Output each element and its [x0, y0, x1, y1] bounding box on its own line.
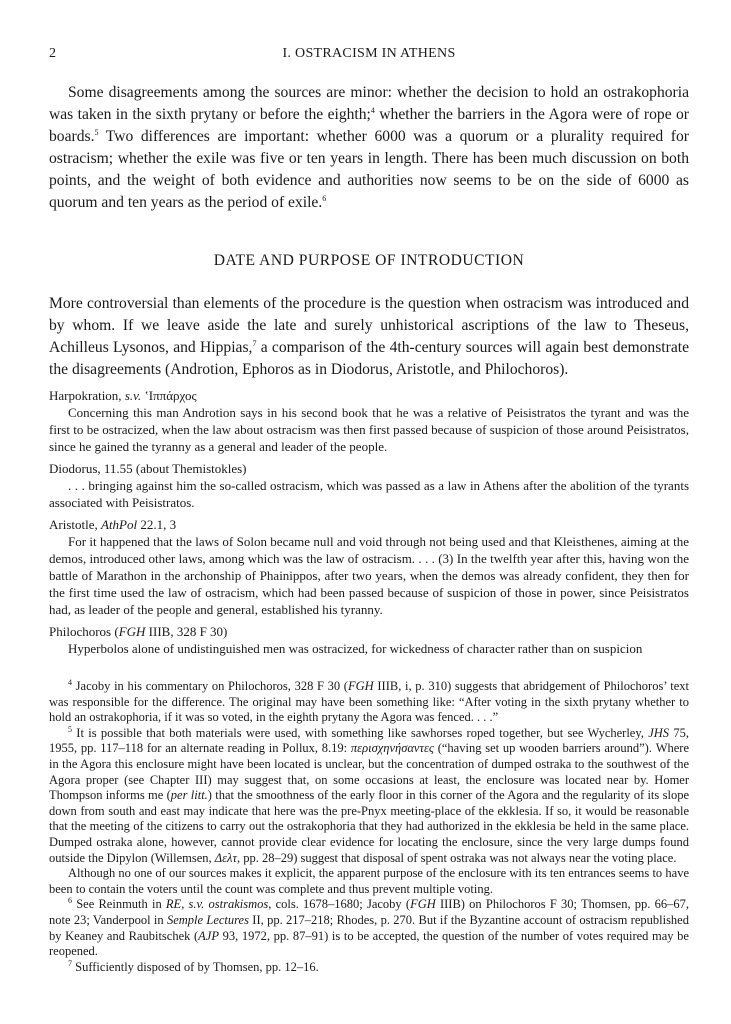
- footnote-number: 4: [68, 677, 72, 687]
- source-label-text: Harpokration,: [49, 388, 125, 403]
- page: [49, 46, 689, 975]
- footnote-em: περισχηνήσαντες: [350, 741, 434, 756]
- source-label-harpokration: [49, 387, 689, 404]
- source-text-harpokration: Concerning this man Androtion says in his second book that he was a relative of Peisistratos the tyrant and was the first to be ostracized, when the law about ostracism was then first passed because of suspicion of those around Peisistratos, since he gained the tyranny as a general and leader of the people.: [49, 405, 689, 454]
- footnote-text: II, pp. 217–218; Rhodes, p. 270. But if the Byzantine account of ostracism republished by Keaney and Raubitschek (: [49, 912, 689, 943]
- running-title: I. OSTRACISM IN ATHENS: [282, 46, 456, 61]
- body-paragraph: [49, 293, 689, 381]
- footnote-ref-5[interactable]: 5: [94, 127, 99, 137]
- source-label-philochoros: [49, 623, 689, 640]
- footnote-text: IIIB, i, p. 310) suggests that abridgement of Philochoros’ text was responsible for the difference. The original may have been something like: “After voting in the sixth prytany whether to hold an ostrakophoria, if it was so voted, in the eighth prytany the Agora was fenced. . . .”: [49, 679, 689, 725]
- footnote-6: [49, 897, 689, 959]
- footnote-text: ) that the smoothness of the early floor in this corner of the Agora and the regularity of its slope down from south and east may indicate that here was the pre-Pnyx meeting-place of the ekklesia. If so, it would be reasonable that the meeting of the citizens to carry out the ostrakophoria that they had authorized in the ekklesia be held in the same place. Dumped ostraka alone, however, cannot provide clear evidence for locating the enclosure, since the very large dumps found outside the Dipylon (Willemsen,: [49, 788, 689, 865]
- source-label-text: ʽΙππάρχος: [141, 388, 197, 403]
- footnote-text: 93, 1972, pp. 87–91) is to be accepted, the question of the number of votes required may be reopened.: [49, 928, 689, 959]
- footnote-text: IIIB) on Philochoros F 30; Thomsen, pp. 66–67, note 23; Vanderpool in: [49, 897, 690, 927]
- footnote-text: , pp. 28–29) suggest that disposal of spent ostraka was not always near the voting place.: [236, 850, 677, 865]
- footnote-text: It is possible that both materials were used, with something like sawhorses roped together, but see Wycherley,: [72, 725, 649, 740]
- footnote-em: JHS: [648, 725, 670, 740]
- footnote-em: per litt.: [170, 788, 208, 803]
- source-text-aristotle: For it happened that the laws of Solon became null and void through not being used and that Kleisthenes, aiming at the demos, introduced other laws, among which was the law of ostracism. . . . (3) In the twelfth year after this, having won the battle of Marathon in the archonship of Phainippos, after two years, when the demos was already confident, they then for the first time used the law of ostracism, which had been passed because of suspicion of those in power, since Peisistratos had, as leader of the people and general, established his tyranny.: [49, 534, 689, 617]
- source-label-em: FGH: [118, 624, 146, 639]
- footnote-em: s.v. ostrakismos: [188, 897, 269, 912]
- footnote-text: 75, 1955, pp. 117–118 for an alternate reading in Pollux, 8.19:: [49, 725, 689, 756]
- footnote-number: 7: [68, 958, 72, 968]
- source-label-em: AthPol: [101, 517, 138, 532]
- section-heading: DATE AND PURPOSE OF INTRODUCTION: [213, 252, 525, 269]
- intro-text-3: Two differences are important: whether 6000 was a quorum or a plurality required for ostracism; whether the exile was five or ten years in length. There has been much discussion on both points, and the weight of both evidence and authorities now seems to be on the side of 6000 as quorum and ten years as the period of exile.: [49, 128, 689, 211]
- footnote-text: ,: [181, 897, 189, 912]
- footnote-text: , cols. 1678–1680; Jacoby (: [268, 897, 411, 912]
- source-label-text: IIIB, 328 F 30): [145, 624, 228, 639]
- body-text-2: a comparison of the 4th-century sources will again best demonstrate the disagreements (Androtion, Ephoros as in Diodorus, Aristotle, and Philochoros).: [49, 339, 689, 378]
- footnote-number: 5: [68, 724, 72, 734]
- footnote-4: [49, 679, 689, 726]
- footnote-text: Sufficiently disposed of by Thomsen, pp. 12–16.: [72, 959, 319, 974]
- source-label-text: Diodorus, 11.55 (about Themistokles): [49, 461, 247, 476]
- intro-text-2: whether the barriers in the Agora were of rope or boards.: [49, 106, 689, 145]
- source-label-text: Aristotle,: [49, 517, 101, 532]
- source-label-aristotle: [49, 516, 689, 533]
- footnote-5-continued: Although no one of our sources makes it explicit, the apparent purpose of the enclosure with its ten entrances seems to have been to contain the voters until the count was complete and thus prevent multiple voting.: [49, 866, 689, 896]
- footnote-em: Semple Lectures: [166, 912, 249, 927]
- footnote-em: RE: [165, 897, 182, 912]
- footnote-em: Δελτ: [214, 850, 237, 865]
- body-text-1: More controversial than elements of the procedure is the question when ostracism was introduced and by whom. If we leave aside the late and surely unhistorical ascriptions of the law to Theseus, Achilleus Lysonos, and Hippias,: [49, 295, 689, 356]
- source-label-text: 22.1, 3: [137, 517, 177, 532]
- source-label-diodorus: [49, 460, 689, 477]
- running-header: [49, 46, 689, 68]
- footnote-5: [49, 726, 689, 866]
- source-text-philochoros: Hyperbolos alone of undistinguished men was ostracized, for wickedness of character rather than on suspicion: [68, 641, 643, 656]
- source-label-text: Philochoros (: [49, 624, 119, 639]
- intro-text-1: Some disagreements among the sources are minor: whether the decision to hold an ostrakophoria was taken in the sixth prytany or before the eighth;: [49, 84, 689, 123]
- source-text-diodorus: . . . bringing against him the so-called ostracism, which was passed as a law in Athens after the abolition of the tyrants associated with Peisistratos.: [49, 478, 689, 510]
- footnote-em: FGH: [347, 679, 374, 693]
- footnote-number: 6: [68, 896, 72, 906]
- footnotes: [49, 679, 689, 975]
- footnote-7: [49, 960, 689, 976]
- footnote-ref-6[interactable]: 6: [322, 193, 327, 203]
- footnote-ref-7[interactable]: 7: [252, 338, 257, 348]
- footnote-em: AJP: [198, 928, 219, 943]
- intro-paragraph: [49, 82, 689, 214]
- footnote-text: Jacoby in his commentary on Philochoros, 328 F 30 (: [72, 679, 348, 693]
- source-label-em: s.v.: [124, 388, 142, 403]
- page-number: 2: [49, 46, 56, 61]
- footnote-ref-4[interactable]: 4: [370, 105, 375, 115]
- source-quotations: [49, 387, 689, 657]
- footnote-text: (“having set up wooden barriers around”). Where in the Agora this enclosure might have been located is unclear, but the concentration of dumped ostraka to the southwest of the Agora proper (see Chapter III) may suggest that, on some occasions at least, the enclosure was located near by. Homer Thompson informs me (: [49, 741, 690, 803]
- footnote-text: See Reinmuth in: [72, 897, 166, 912]
- footnote-em: FGH: [410, 897, 436, 912]
